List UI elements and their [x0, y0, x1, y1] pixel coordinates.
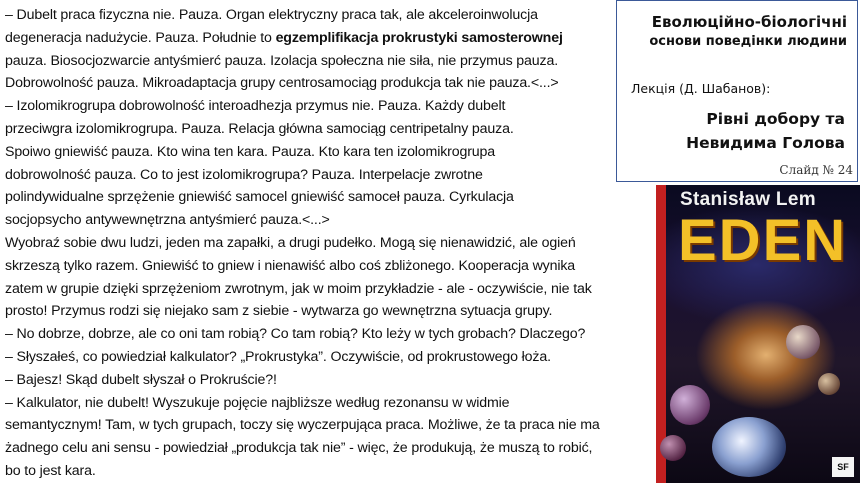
text-line [5, 72, 653, 95]
text-line [5, 437, 653, 460]
text-segment: prosto! Przymus rodzi się niejako sam z siebie - wytwarza go wewnętrzna sytuacja grupy. [5, 303, 553, 320]
text-line [5, 232, 653, 255]
text-line [5, 141, 653, 164]
text-segment: pauza. Biosocjozwarcie antyśmierć pauza. Izolacja społeczna nie siła, nie przymus pauza. [5, 52, 559, 69]
text-segment: degeneracja nadużycie. Pauza. Południe to [5, 29, 276, 46]
planet-illustration [660, 435, 686, 461]
text-segment: semantycznym! Tam, w tych grupach, toczy się wyczerpująca praca. Możliwe, że ta praca nie ma [5, 417, 600, 434]
lecture-title-line1: Рівні добору та [706, 110, 845, 128]
text-line [5, 209, 653, 232]
lecture-title [686, 107, 845, 155]
text-line [5, 346, 653, 369]
text-segment: dobrowolność pauza. Co to jest izolomikrogrupa? Pauza. Interpelacje zwrotne [5, 166, 483, 183]
text-segment: polindywidualne sprzężenie gniewiść samocel gniewiść samoceł pauza. Cyrkulacja [5, 189, 514, 206]
text-segment: Spoiwo gniewiść pauza. Kto wina ten kara. Pauza. Kto kara ten izolomikrogrupa [5, 143, 496, 160]
book-author: Stanisław Lem [680, 189, 816, 210]
main-text [5, 4, 653, 483]
text-segment: Wyobraź sobie dwu ludzi, jeden ma zapałki, a drugi pudełko. Mogą się nienawidzić, ale ogień [5, 234, 576, 251]
text-segment: – Bajesz! Skąd dubelt słyszał o Prokruście?! [5, 371, 277, 388]
text-segment: Dobrowolność pauza. Mikroadaptacja grupy centrosamociąg produkcja tak nie pauza.<...> [5, 75, 559, 92]
book-title: EDEN [678, 208, 848, 273]
slide-number: Слайд № 24 [779, 163, 853, 177]
publisher-logo: SF [832, 457, 854, 477]
text-segment: zatem w grupie dzięki sprzężeniom zwrotnym, jak w moim przykładzie - ale - oczywiście, nie tak [5, 280, 592, 297]
text-segment: socjopsycho antywewnętrzna antyśmierć pauza.<...> [5, 212, 330, 229]
planet-illustration [670, 385, 710, 425]
text-line [5, 392, 653, 415]
lecture-label: Лекція (Д. Шабанов): [631, 81, 771, 96]
text-line [5, 186, 653, 209]
course-title [649, 13, 847, 51]
lecture-title-line2: Невидима Голова [686, 134, 845, 152]
text-line [5, 414, 653, 437]
planet-illustration [786, 325, 820, 359]
text-segment: bo to jest kara. [5, 462, 96, 479]
text-line [5, 50, 653, 73]
text-line [5, 255, 653, 278]
bold-phrase: egzemplifikacja prokrustyki samosterownej [275, 29, 563, 46]
text-segment: żadnego celu ani sensu - powiedział „produkcja tak nie” - więc, że produkują, że muszą to robić, [5, 440, 593, 457]
text-line [5, 278, 653, 301]
text-segment: – No dobrze, dobrze, ale co oni tam robią? Co tam robią? Kto leży w tych grobach? Dlaczego? [5, 326, 586, 343]
text-line [5, 460, 653, 483]
text-segment: przeciwgra izolomikrogrupa. Pauza. Relacja główna samociąg centripetalny pauza. [5, 120, 514, 137]
title-box [616, 0, 858, 182]
text-line [5, 164, 653, 187]
text-line [5, 369, 653, 392]
text-line [5, 300, 653, 323]
text-line [5, 4, 653, 27]
text-line [5, 323, 653, 346]
text-line [5, 118, 653, 141]
text-segment: skrzeszą tylko razem. Gniewiść to gniew i nienawiść albo coś zbliżonego. Kooperacja wynika [5, 257, 576, 274]
text-segment: – Kalkulator, nie dubelt! Wyszukuje pojęcie najbliższe według rezonansu w widmie [5, 394, 510, 411]
course-title-line1: Еволюційно-біологічні [651, 13, 847, 31]
course-title-line2: основи поведінки людини [649, 34, 847, 49]
text-segment: – Izolomikrogrupa dobrowolność interoadhezja przymus nie. Pauza. Każdy dubelt [5, 98, 506, 115]
text-segment: – Dubelt praca fizyczna nie. Pauza. Organ elektryczny praca tak, ale akceleroinwolucja [5, 7, 538, 23]
planet-illustration [712, 417, 786, 477]
text-segment: – Słyszałeś, co powiedział kalkulator? „Prokrustyka”. Oczywiście, od prokrustowego łoża. [5, 348, 551, 365]
book-cover-image [656, 185, 860, 483]
planet-illustration [818, 373, 840, 395]
text-line [5, 27, 653, 50]
text-line [5, 95, 653, 118]
